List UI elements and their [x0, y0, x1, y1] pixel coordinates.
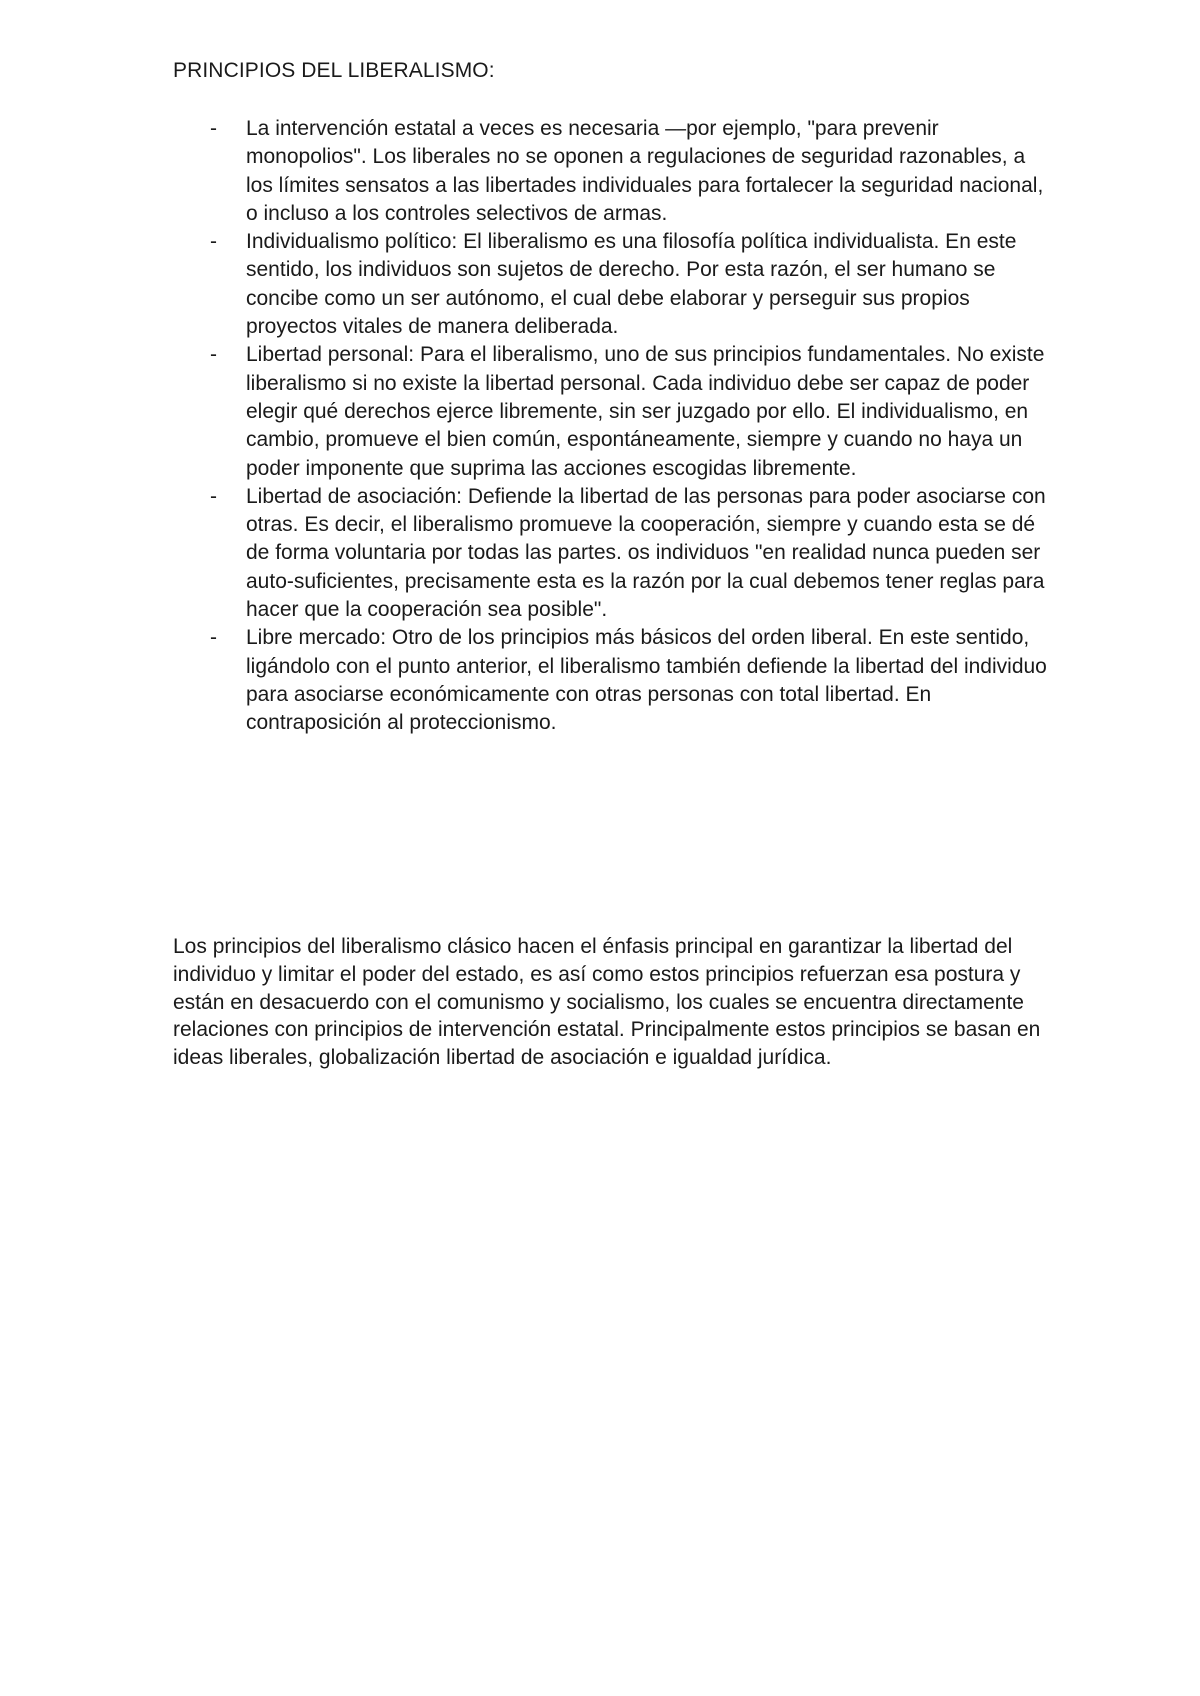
principles-list — [173, 115, 1053, 738]
conclusion-paragraph: Los principios del liberalismo clásico hacen el énfasis principal en garantizar la libertad del individuo y limitar el poder del estado, es así como estos principios refuerzan esa postura y están en desacuerdo con el comunismo y socialismo, los cuales se encuentra directamente relaciones con principios de intervención estatal. Principalmente estos principios se basan en ideas liberales, globalización libertad de asociación e igualdad jurídica. — [173, 935, 1041, 1070]
list-item-text: La intervención estatal a veces es necesaria —por ejemplo, "para prevenir monopolios". Los liberales no se oponen a regulaciones de seguridad razonables, a los límites sensatos a las libertades individuales para fortalecer la seguridad nacional, o incluso a los controles selectivos de armas. — [246, 117, 1044, 225]
list-item — [173, 624, 1053, 737]
list-item-text: Libre mercado: Otro de los principios más básicos del orden liberal. En este sentido, ligándolo con el punto anterior, el liberalismo también defiende la libertad del individuo para asociarse económicamente con otras personas con total libertad. En contraposición al proteccionismo. — [246, 626, 1047, 735]
list-item-text: Libertad personal: Para el liberalismo, uno de sus principios fundamentales. No existe liberalismo si no existe la libertad personal. Cada individuo debe ser capaz de poder elegir qué derechos ejerce libremente, sin ser juzgado por ello. El individualismo, en cambio, promueve el bien común, espontáneamente, siempre y cuando no haya un poder imponente que suprima las acciones escogidas libremente. — [246, 343, 1045, 480]
bullet-dash: - — [210, 230, 217, 254]
list-item-text: Libertad de asociación: Defiende la libertad de las personas para poder asociarse con otras. Es decir, el liberalismo promueve la cooperación, siempre y cuando esta se dé de forma voluntaria por todas las partes. os individuos "en realidad nunca pueden ser auto-suficientes, precisamente esta es la razón por la cual debemos tener reglas para hacer que la cooperación sea posible". — [246, 484, 1046, 622]
list-item-text: Individualismo político: El liberalismo es una filosofía política individualista. En este sentido, los individuos son sujetos de derecho. Por esta razón, el ser humano se concibe como un ser autónomo, el cual debe elaborar y perseguir sus propios proyectos vitales de manera deliberada. — [246, 230, 1017, 339]
list-item — [173, 228, 1053, 341]
document-title: PRINCIPIOS DEL LIBERALISMO: — [173, 59, 495, 82]
bullet-dash: - — [210, 484, 217, 508]
bullet-dash: - — [210, 343, 217, 367]
list-item — [173, 115, 1053, 228]
list-item — [173, 341, 1053, 482]
bullet-dash: - — [210, 626, 217, 650]
list-item — [173, 483, 1053, 624]
bullet-dash: - — [210, 117, 217, 140]
